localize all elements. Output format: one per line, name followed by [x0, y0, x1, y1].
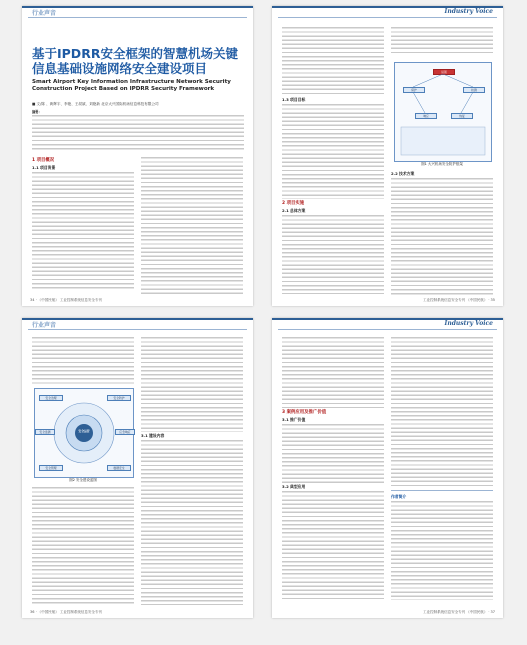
figure-node: 恢复 — [451, 113, 473, 119]
left-column-top — [32, 336, 134, 384]
header-bar — [22, 318, 253, 320]
subsection-heading: 1.1 项目背景 — [32, 165, 56, 170]
body-text-block — [282, 26, 384, 96]
body-text-block — [282, 103, 384, 199]
subsection-heading: 2.2 技术方案 — [391, 171, 415, 176]
left-column — [282, 26, 384, 294]
header-rule — [278, 329, 497, 330]
section-header: Industry Voice — [444, 320, 493, 327]
body-text-block — [282, 214, 384, 294]
figure-connectors — [395, 63, 491, 161]
header-bar — [22, 6, 253, 8]
body-text-block — [391, 26, 493, 56]
page-3 — [22, 318, 253, 618]
section-header: 行业声音 — [32, 322, 57, 329]
author-bios-text — [391, 500, 493, 600]
right-column-lower — [391, 170, 493, 294]
figure-caption: 图1 大兴机场安全防护框架 — [421, 162, 463, 166]
subsection-heading: 1.3 项目目标 — [282, 97, 306, 102]
header-rule — [28, 329, 247, 330]
figure-center-label: 安全运营 — [78, 429, 90, 433]
page-4 — [272, 318, 503, 618]
body-text-block — [32, 171, 134, 289]
right-column — [141, 156, 243, 294]
body-text-block — [391, 177, 493, 295]
left-column — [282, 336, 384, 606]
figure-node: 数据安全 — [107, 465, 131, 471]
subsection-heading: 3.1 推广价值 — [282, 417, 306, 422]
page-footer: 工业控制系统信息安全专刊 《中国民航》 · 37 — [423, 610, 495, 614]
section-heading: 1 项目概况 — [32, 158, 55, 163]
page-2 — [272, 6, 503, 306]
figure-node: 响应 — [415, 113, 437, 119]
figure-node: 检测 — [463, 87, 485, 93]
body-text-block — [282, 423, 384, 483]
figure-node: 安全治理 — [39, 395, 63, 401]
article-title: 基于IPDRR安全框架的智慧机场关键信息基础设施网络安全建设项目 — [32, 46, 238, 76]
author-bios — [391, 490, 493, 600]
page-footer: 工业控制系统信息安全专刊 《中国民航》 · 35 — [423, 298, 495, 302]
authors: ■ 文/陈 、黄辉宇、李艳、王叔斌、刘艳新 北京大兴国际机场信息科技有限公司 — [32, 102, 159, 106]
section-header: 行业声音 — [32, 10, 57, 17]
left-column — [32, 156, 134, 294]
right-column — [391, 336, 493, 606]
left-column-lower — [32, 486, 134, 606]
figure-node: 安全管理 — [39, 465, 63, 471]
body-text-block — [32, 336, 134, 384]
figure-node: 保护 — [403, 87, 425, 93]
subsection-heading: 3.2 典型应用 — [282, 484, 306, 489]
body-text-block — [141, 336, 243, 432]
figure-node: 安全监测 — [35, 429, 55, 435]
figure-node: 应急响应 — [115, 429, 135, 435]
page-footer: 34 · 《中国民航》 工业控制系统信息安全专刊 — [30, 298, 102, 302]
body-text-block — [282, 490, 384, 602]
body-text-block — [282, 336, 384, 408]
figure-1 — [394, 62, 492, 162]
section-heading: 2 项目实施 — [282, 201, 305, 206]
right-column — [141, 336, 243, 606]
page-footer: 36 · 《中国民航》 工业控制系统信息安全专刊 — [30, 610, 102, 614]
figure-node: 识别 — [433, 69, 455, 75]
section-header: Industry Voice — [444, 8, 493, 15]
page-1 — [22, 6, 253, 306]
body-text-block — [141, 156, 243, 294]
author-bios-heading: 作者简介 — [391, 494, 407, 499]
header-rule — [278, 17, 497, 18]
figure-2 — [34, 388, 134, 478]
figure-node: 安全防护 — [107, 395, 131, 401]
abstract-text-block — [32, 114, 244, 150]
body-text-block — [391, 336, 493, 486]
section-heading: 3 案例应用及推广价值 — [282, 410, 327, 415]
article-title-english: Smart Airport Key Information Infrastructure Network Security Construction Project Based on IPDRR Security Framework — [32, 79, 231, 92]
body-text-block — [141, 439, 243, 605]
abstract — [32, 110, 244, 150]
header-rule — [28, 17, 247, 18]
subsection-heading: 3.1 建设内容 — [141, 433, 165, 438]
figure-caption: 图2 安全建设蓝图 — [69, 478, 97, 482]
body-text-block — [32, 486, 134, 606]
subsection-heading: 2.1 总体方案 — [282, 208, 306, 213]
abstract-label: 摘要： — [32, 110, 42, 114]
